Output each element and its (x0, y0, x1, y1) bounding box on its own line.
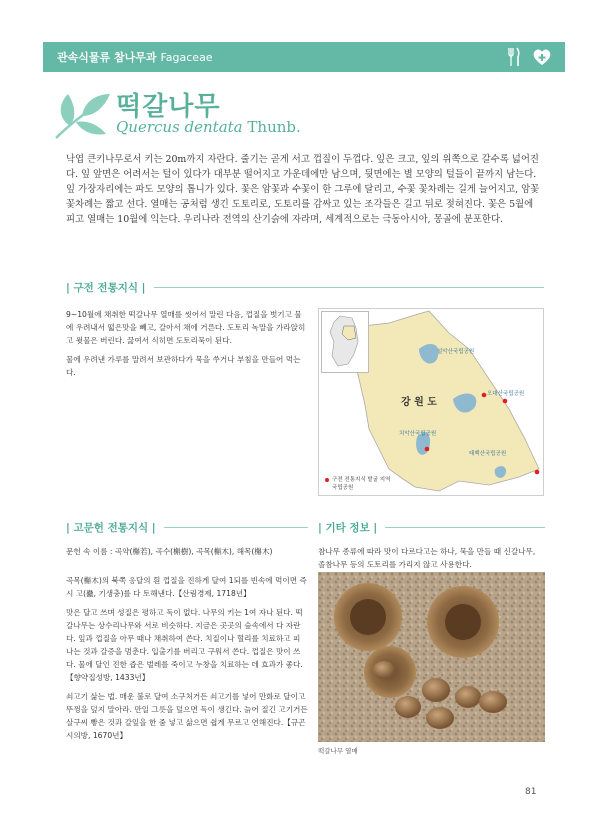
map-park-label: 설악산국립공원 (437, 349, 475, 355)
intro-text: 낙엽 큰키나무로서 키는 20m까지 자란다. 줄기는 곧게 서고 껍질이 두껍다. 잎은 크고, 잎의 위쪽으로 갈수록 넓어진다. 잎 앞면은 어려서는 털이 있다가 대부분 떨어지고 가운데에만 남으며, 뒷면에는 별 모양의 털들이 끝까지 남는다. 잎 가장자리에는 파도 모양의 톱니가 있다. 꽃은 암꽃과 수꽃이 한 그루에 달리고, 수꽃 꽃차례는 길게 늘어지고, 암꽃 꽃차례는 짧고 선다. 열매는 공처럼 생긴 도토리로, 도토리를 감싸고 있는 조각들은 길고 뒤로 젖혀진다. 꽃은 5월에 피고 열매는 10월에 익는다. 우리나라 전역의 산기슭에 자라며, 세계적으로는 극동아시아, 몽골에 분포한다. (66, 154, 540, 225)
photo-caption: 떡갈나무 열매 (318, 747, 358, 755)
literature-paragraph: 맛은 달고 쓰며 성질은 평하고 독이 없다. 나무의 키는 1여 자나 된다. 떡갈나무는 상수리나무와 서로 비슷하다. 지금은 곳곳의 숲속에서 다 자란다. 잎과 껍질을 아무 때나 채취하여 쓴다. 치질이나 혈리를 치료하고 피 나는 것과 갈증을 멈춘다. 입출기를 버리고 구워서 쓴다. 껍질은 맛이 쓰다. 물에 달인 진한 즙은 벌레를 죽이고 누창을 치료하는 데 효과가 좋다.【향약집성방, 1433년】 (66, 608, 303, 682)
oral-paragraph: 9~10월에 채취한 떡갈나무 열매를 씻어서 말린 다음, 껍질을 벗기고 물에 우려내서 떫은맛을 빼고, 갈아서 채에 거른다. 도토리 녹말을 가라앉히고 윗물은 버린다. 끓여서 식히면 도토리묵이 된다. (66, 310, 306, 345)
section-oral-body (66, 308, 308, 385)
section-literature-title: | 고문헌 전통지식 | (66, 522, 156, 534)
literature-paragraph: 곡목(槲木)의 북쪽 응달의 흰 껍질을 진하게 달여 1되를 빈속에 먹이면 즉시 고(蠱, 기생충)를 다 토해낸다.【산림경제, 1718년】 (66, 576, 307, 598)
section-other-title: | 기타 정보 | (318, 522, 378, 534)
distribution-map (318, 308, 544, 496)
map-inset (321, 311, 369, 373)
title-area (50, 84, 350, 144)
acorn-illustration (318, 572, 545, 742)
section-literature-heading (66, 520, 308, 535)
legend-item-park: 국립공원 (332, 485, 354, 491)
fork-knife-icon (507, 46, 521, 68)
map-park-label: 태백산국립공원 (469, 451, 507, 457)
page-number: 81 (525, 787, 537, 797)
section-other-heading (318, 520, 545, 535)
map-region-label: 강 원 도 (401, 397, 437, 408)
page-title: 떡갈나무 (116, 92, 221, 122)
other-paragraph: 참나무 종류에 따라 맛이 다르다고는 하나, 묵을 만들 때 신갈나무, 졸참나무 등의 도토리를 가리지 않고 사용한다. (318, 547, 536, 569)
literature-paragraph: 쇠고기 삶는 법. 매운 불로 달여 소구처거든 쇠고기를 넣어 만화로 달이고 뚜껑을 덮지 말아라. 만일 그릇을 덮으면 독이 생긴다. 늙어 질긴 고기거든 살구씨 빻은 것과 갈잎을 한 줌 넣고 삶으면 쉽게 무르고 연해진다.【규곤시의방, 1670년】 (66, 692, 308, 740)
header-bar (43, 42, 565, 72)
red-dot-icon (325, 478, 329, 482)
acorn-photo (318, 572, 545, 742)
section-oral-heading (66, 280, 544, 295)
leaf-icon (50, 84, 112, 146)
map-park-label: 치악산국립공원 (399, 431, 437, 437)
heart-plus-icon (531, 46, 553, 68)
section-literature-body (66, 545, 308, 748)
legend-item-survey: 구전 전통지식 발굴 지역 (325, 476, 390, 484)
section-rule (154, 287, 545, 288)
section-oral-title: | 구전 전통지식 | (66, 282, 146, 294)
header-category: 관속식물류 참나무과 (57, 51, 157, 64)
map-legend (325, 476, 390, 492)
map-park-label: 오대산국립공원 (487, 391, 525, 397)
section-rule (164, 527, 308, 528)
oral-paragraph: 물에 우려낸 가루를 말려서 보관하다가 묵을 쑤거나 부침을 만들어 먹는다. (66, 355, 301, 377)
literature-names: 문헌 속 이름 : 곡약(槲若), 곡수(槲樹), 곡목(槲木), 해목(槲木) (66, 547, 273, 556)
header-icons (507, 46, 553, 68)
section-rule (385, 527, 545, 528)
header-family: Fagaceae (160, 50, 213, 64)
scientific-name: Quercus dentata Thunb. (116, 118, 301, 136)
